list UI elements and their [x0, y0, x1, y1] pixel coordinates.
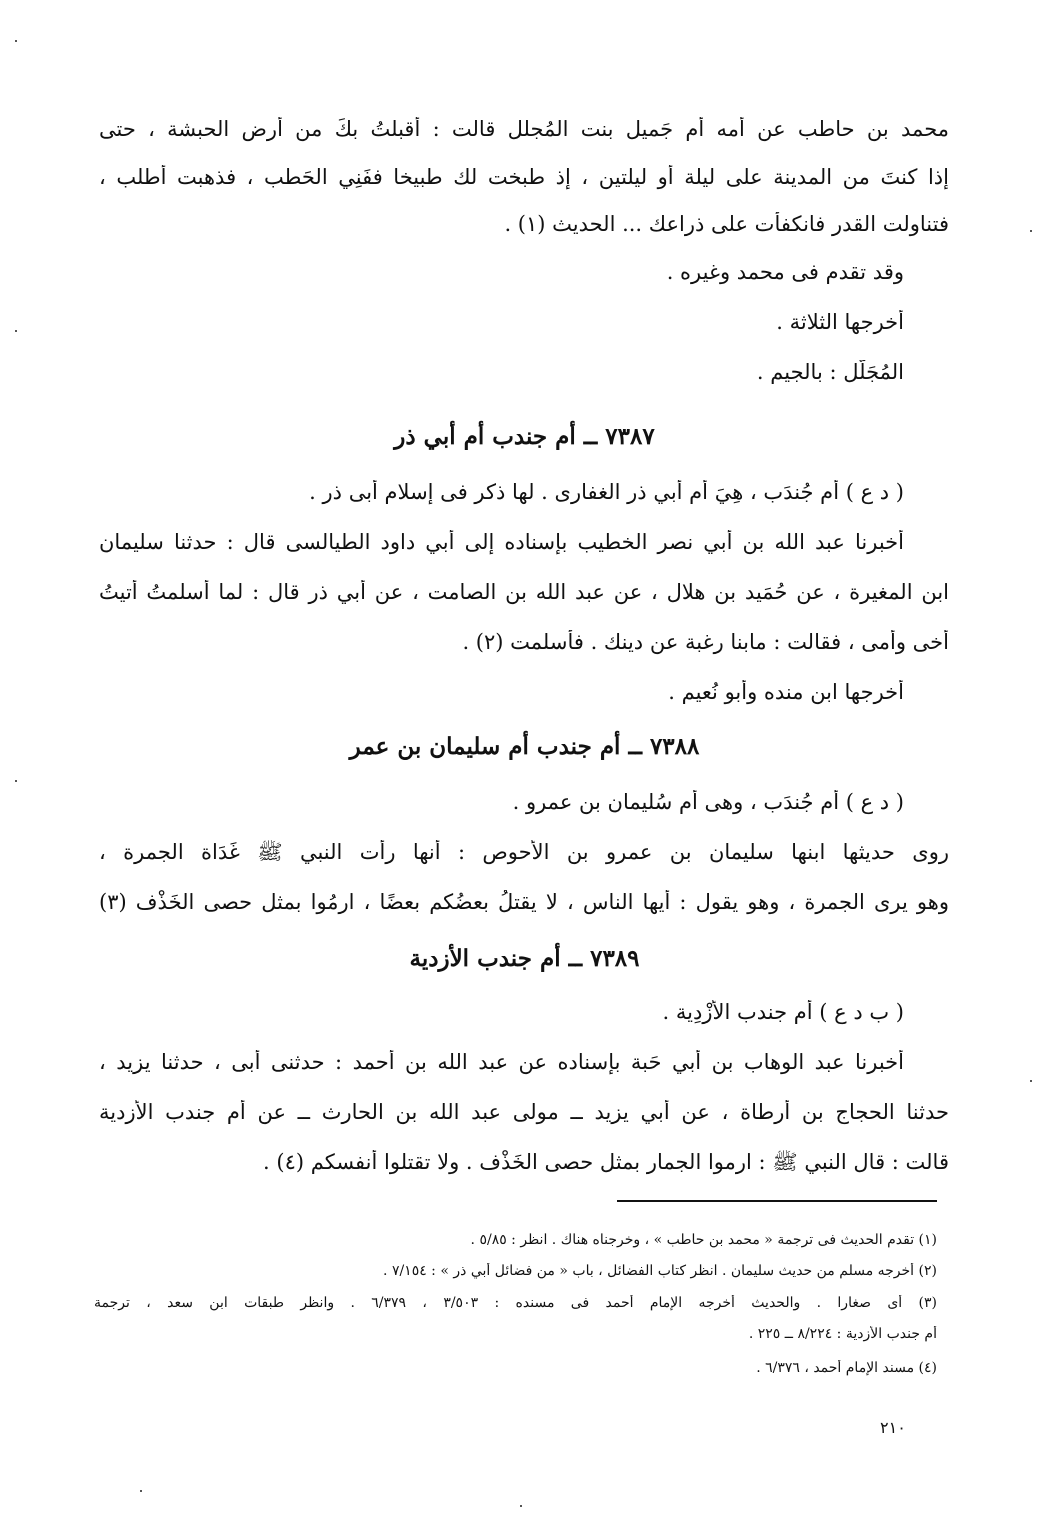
scan-speck [15, 40, 17, 42]
footnote: (٤) مسند الإمام أحمد ، ٦/٣٧٦ . [756, 1360, 937, 1376]
entry-line: أخبرنا عبد الوهاب بن أبي حَبة بإسناده عن عبد الله بن أحمد : حدثنى أبى ، حدثنا يزيد ، [99, 1050, 904, 1074]
scan-speck [15, 330, 17, 332]
footnote-divider [617, 1200, 937, 1202]
entry-line: ( ب د ع ) أم جندب الأَزْدِية . [662, 1000, 904, 1024]
footnote: (٢) أخرجه مسلم من حديث سليمان . انظر كتاب الفضائل ، باب « من فضائل أبي ذر » : ٧/١٥٤ . [383, 1263, 937, 1279]
footnote: (١) تقدم الحديث فى ترجمة « محمد بن حاطب » ، وخرجناه هناك . انظر : ٥/٨٥ . [470, 1232, 937, 1248]
body-line: إذا كنتَ من المدينة على ليلة أو ليلتين ، إذ طبخت لك طبيخا ففَنِي الحَطب ، فذهبت أطلب ، [99, 165, 949, 189]
entry-line: أخى وأمى ، فقالت : مابنا رغبة عن دينك . فأسلمت (٢) . [462, 630, 949, 654]
scan-speck [140, 1490, 142, 1492]
entry-line: أخبرنا عبد الله بن أبي نصر الخطيب بإسناده إلى أبي داود الطيالسى قال : حدثنا سليمان [99, 530, 904, 554]
entry-line: ( د ع ) أم جُندَب ، هِيَ أم أبي ذر الغفارى . لها ذكر فى إسلام أبى ذر . [309, 480, 904, 504]
entry-line: أخرجها ابن منده وأبو نُعيم . [668, 680, 904, 704]
entry-heading: ٧٣٨٨ ــ أم جندب أم سليمان بن عمر [349, 733, 700, 760]
page-number: ٢١٠ [880, 1418, 906, 1437]
body-line: محمد بن حاطب عن أمه أم جَميل بنت المُجلل قالت : أقبلتُ بكَ من أرض الحبشة ، حتى [99, 117, 949, 141]
footnote: أم جندب الأزدية : ٨/٢٢٤ ــ ٢٢٥ . [748, 1326, 937, 1342]
entry-line: ابن المغيرة ، عن حُمَيد بن هلال ، عن عبد الله بن الصامت ، عن أبي ذر قال : لما أسلمتُ أتيتُ [99, 580, 949, 604]
entry-line: حدثنا الحجاج بن أرطاة ، عن أبي يزيد ــ مولى عبد الله بن الحارث ــ عن أم جندب الأزدية [99, 1100, 949, 1124]
scan-speck [520, 1505, 522, 1507]
scan-speck [15, 780, 17, 782]
scan-speck [1030, 230, 1032, 232]
entry-line: روى حديثها ابنها سليمان بن عمرو بن الأحوص : أنها رأت النبي ﷺ غَدَاة الجمرة ، [99, 840, 949, 864]
footnote: (٣) أى صغارا . والحديث أخرجه الإمام أحمد فى مسنده : ٣/٥٠٣ ، ٦/٣٧٩ . وانظر طبقات ابن سعد ، ترجمة [94, 1295, 937, 1311]
entry-line: ( د ع ) أم جُندَب ، وهى أم سُليمان بن عمرو . [512, 790, 904, 814]
body-line: أخرجها الثلاثة . [776, 310, 904, 334]
entry-heading: ٧٣٨٧ ــ أم جندب أم أبي ذر [394, 423, 655, 450]
entry-line: وهو يرى الجمرة ، وهو يقول : أيها الناس ، لا يقتلُ بعضُكم بعضًا ، ارمُوا بمثل حصى الخَذْف (٣) [99, 890, 949, 914]
entry-line: قالت : قال النبي ﷺ : ارموا الجمار بمثل حصى الخَذْف . ولا تقتلوا أنفسكم (٤) . [263, 1150, 949, 1174]
entry-heading: ٧٣٨٩ ــ أم جندب الأزدية [409, 945, 640, 972]
scan-speck [1030, 1080, 1032, 1082]
body-line: فتناولت القدر فانكفأَت على ذراعك ... الحديث (١) . [504, 212, 949, 236]
body-line: وقد تقدم فى محمد وغيره . [666, 260, 904, 284]
body-line: المُجَلَّل : بالجيم . [756, 360, 904, 384]
